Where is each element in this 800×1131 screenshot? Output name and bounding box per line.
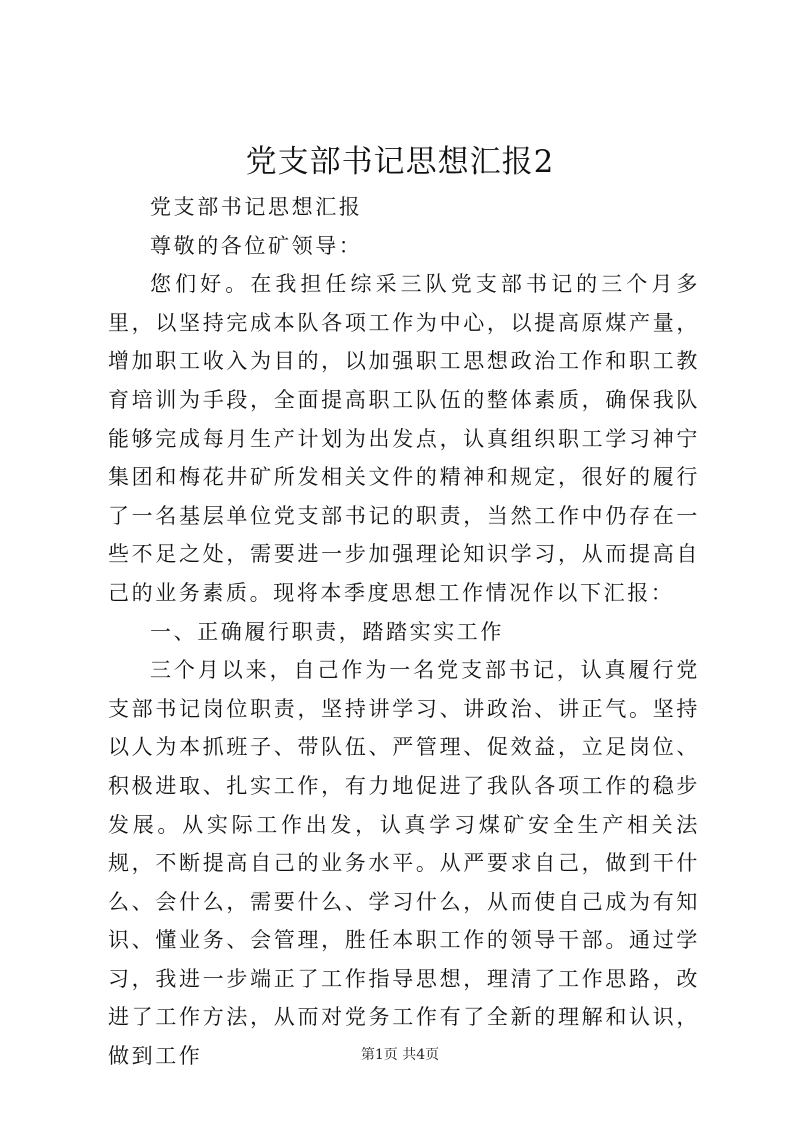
intro-paragraph: 您们好。在我担任综采三队党支部书记的三个月多里，以坚持完成本队各项工作为中心，以提高原煤产量，增加职工收入为目的，以加强职工思想政治工作和职工教育培训为手段，全面提高职工队伍的整体素质，确保我队能够完成每月生产计划为出发点，认真组织职工学习神宁集团和梅花井矿所发相关文件的精神和规定，很好的履行了一名基层单位党支部书记的职责，当然工作中仍存在一些不足之处，需要进一步加强理论知识学习，从而提高自己的业务素质。现将本季度思想工作情况作以下汇报： [108,272,700,605]
document-body [108,188,700,1076]
section-heading-1: 一、正确履行职责，踏踏实实工作 [150,619,504,644]
page-number: 第1页 共4页 [360,1047,440,1063]
subtitle-paragraph: 党支部书记思想汇报 [150,195,363,219]
salutation-paragraph: 尊敬的各位矿领导： [150,233,363,258]
page-footer [0,1045,800,1065]
section-1-paragraph: 三个月以来，自己作为一名党支部书记，认真履行党支部书记岗位职责，坚持讲学习、讲政治、讲正气。坚持以人为本抓班子、带队伍、严管理、促效益，立足岗位、积极进取、扎实工作，有力地促进了我队各项工作的稳步发展。从实际工作出发，认真学习煤矿安全生产相关法规，不断提高自己的业务水平。从严要求自己，做到干什么、会什么，需要什么、学习什么，从而使自己成为有知识、懂业务、会管理，胜任本职工作的领导干部。通过学习，我进一步端正了工作指导思想，理清了工作思路，改进了工作方法，从而对党务工作有了全新的理解和认识，做到工作 [108,658,700,1069]
document-title: 党支部书记思想汇报2 [245,144,555,180]
